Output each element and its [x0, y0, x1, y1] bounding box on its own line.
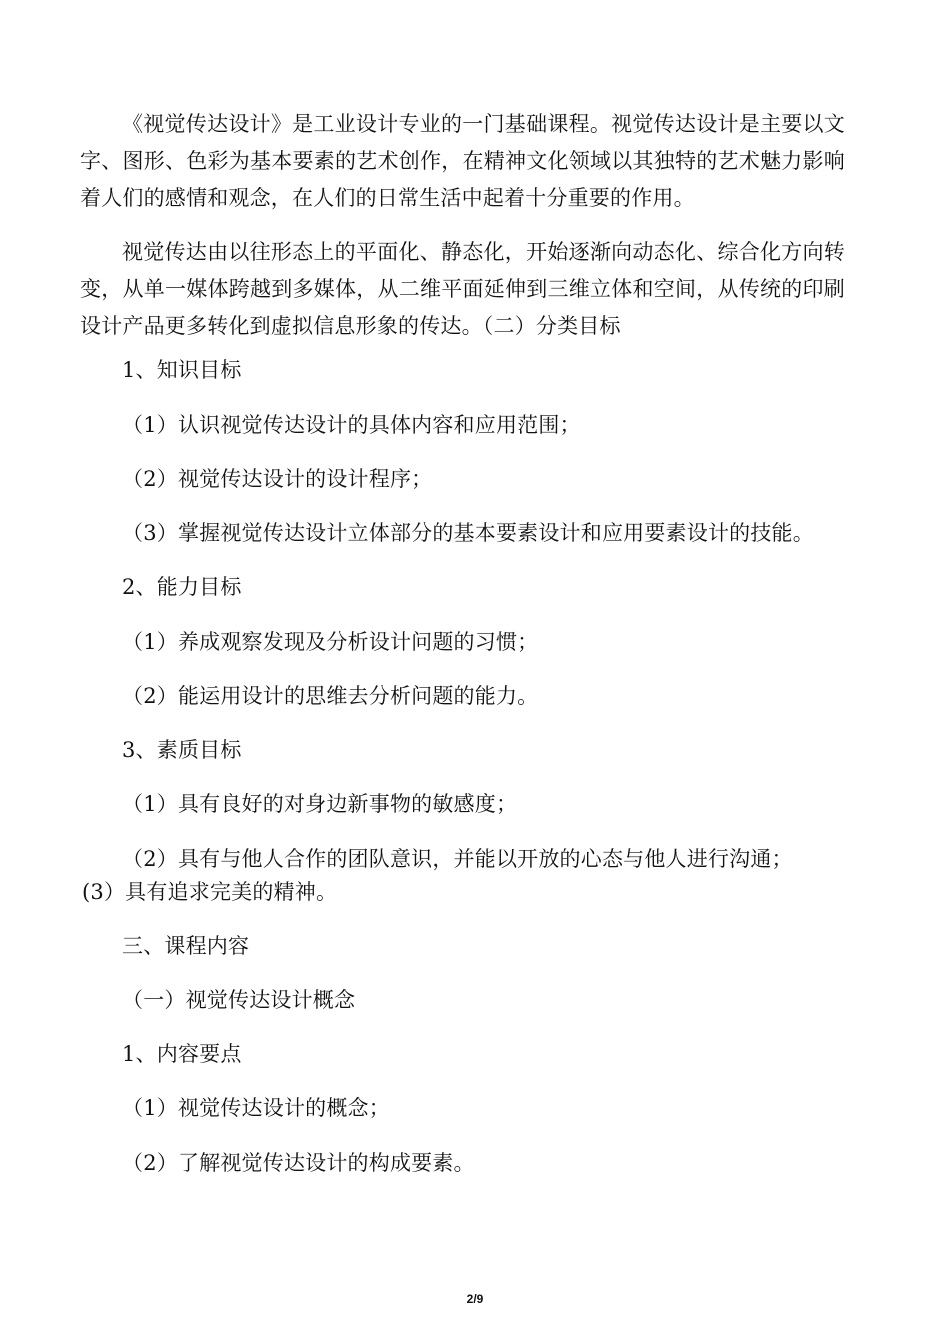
content-points-heading: 1、内容要点: [122, 1042, 242, 1066]
knowledge-goal-item-2: （2）视觉传达设计的设计程序；: [122, 467, 433, 491]
ability-goal-item-2: （2）能运用设计的思维去分析问题的能力。: [122, 684, 539, 708]
quality-goal-item-2: （2）具有与他人合作的团队意识，并能以开放的心态与他人进行沟通；: [122, 847, 793, 871]
page-number: 2/9: [466, 1292, 484, 1306]
quality-goal-item-1: （1）具有良好的对身边新事物的敏感度；: [122, 792, 518, 816]
knowledge-goal-heading: 1、知识目标: [122, 358, 242, 382]
content-point-2: （2）了解视觉传达设计的构成要素。: [122, 1151, 475, 1175]
intro-paragraph: 《视觉传达设计》是工业设计专业的一门基础课程。视觉传达设计是主要以文字、图形、色彩为基本要素的艺术创作，在精神文化领域以其独特的艺术魅力影响着人们的感情和观念，在人们的日常生活中起着十分重要的作用。: [80, 112, 845, 210]
course-content-subheading: （一）视觉传达设计概念: [122, 988, 356, 1012]
course-content-heading: 三、课程内容: [122, 934, 250, 958]
quality-goal-item-3: (3）具有追求完美的精神。: [82, 880, 338, 904]
knowledge-goal-item-1: （1）认识视觉传达设计的具体内容和应用范围；: [122, 413, 581, 437]
quality-goal-heading: 3、素质目标: [122, 738, 242, 762]
content-point-1: （1）视觉传达设计的概念；: [122, 1096, 390, 1120]
ability-goal-heading: 2、能力目标: [122, 575, 242, 599]
ability-goal-item-1: （1）养成观察发现及分析设计问题的习惯；: [122, 630, 539, 654]
trend-paragraph: 视觉传达由以往形态上的平面化、静态化，开始逐渐向动态化、综合化方向转变，从单一媒体跨越到多媒体，从二维平面延伸到三维立体和空间，从传统的印刷设计产品更多转化到虚拟信息形象的传达。（二）分类目标: [80, 240, 845, 338]
knowledge-goal-item-3: （3）掌握视觉传达设计立体部分的基本要素设计和应用要素设计的技能。: [122, 521, 814, 545]
